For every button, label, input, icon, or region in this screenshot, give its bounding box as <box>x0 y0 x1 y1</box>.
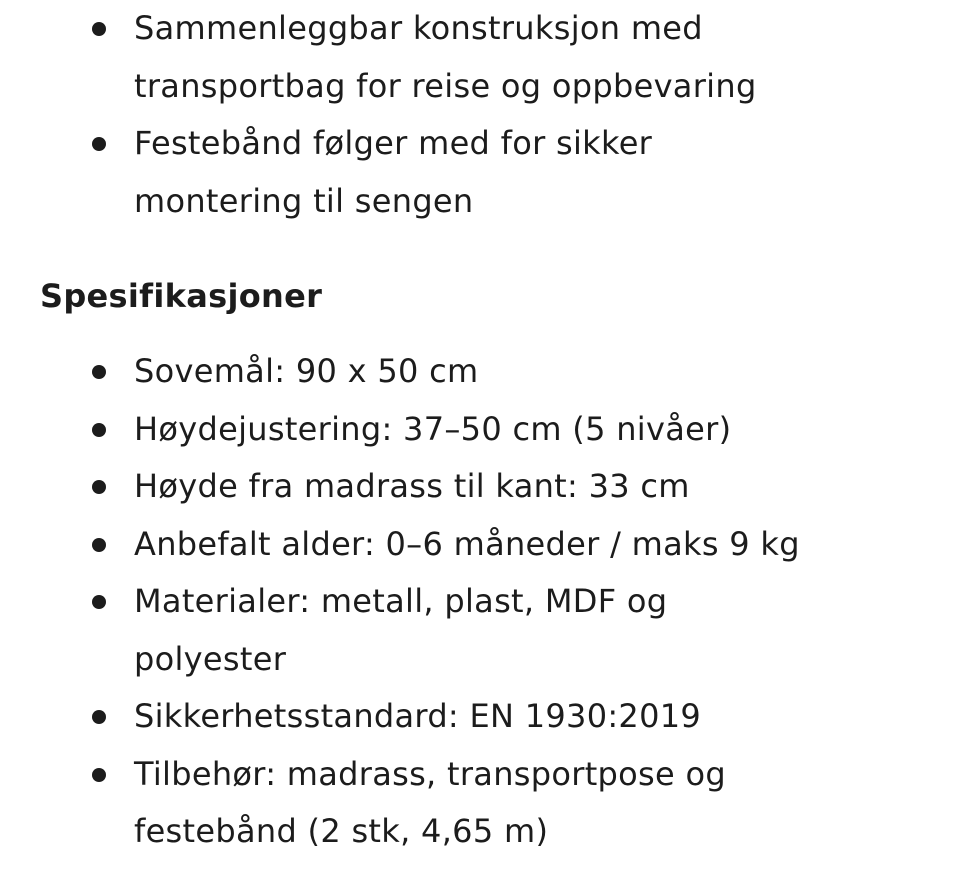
bullet-icon <box>92 710 106 724</box>
bullet-icon <box>92 423 106 437</box>
bullet-icon <box>92 137 106 151</box>
list-item <box>0 688 960 746</box>
list-item <box>0 0 874 115</box>
list-item-text: Høydejustering: 37–50 cm (5 nivåer) <box>134 409 732 448</box>
list-item-text: Festebånd følger med for sikker montering til sengen <box>134 124 653 220</box>
list-item <box>0 573 814 688</box>
list-item-text: Materialer: metall, plast, MDF og polyester <box>134 582 668 678</box>
feature-list <box>0 0 960 230</box>
list-item <box>0 343 960 401</box>
specification-list <box>0 343 960 861</box>
list-item <box>0 746 874 861</box>
list-item-text: Sikkerhetsstandard: EN 1930:2019 <box>134 697 702 735</box>
list-item <box>0 115 794 230</box>
list-item <box>0 516 960 574</box>
bullet-icon <box>92 22 106 36</box>
list-item <box>0 458 960 516</box>
list-item <box>0 401 960 459</box>
bullet-icon <box>92 538 106 552</box>
bullet-icon <box>92 595 106 609</box>
bullet-icon <box>92 365 106 379</box>
list-item-text: Sammenleggbar konstruksjon med transportbag for reise og oppbevaring <box>134 9 757 105</box>
section-heading-specifications: Spesifikasjoner <box>40 277 323 315</box>
list-item-text: Tilbehør: madrass, transportpose og festebånd (2 stk, 4,65 m) <box>134 754 726 850</box>
bullet-icon <box>92 480 106 494</box>
list-item-text: Anbefalt alder: 0–6 måneder / maks 9 kg <box>134 524 800 563</box>
bullet-icon <box>92 768 106 782</box>
list-item-text: Sovemål: 90 x 50 cm <box>134 352 479 390</box>
list-item-text: Høyde fra madrass til kant: 33 cm <box>134 467 690 505</box>
